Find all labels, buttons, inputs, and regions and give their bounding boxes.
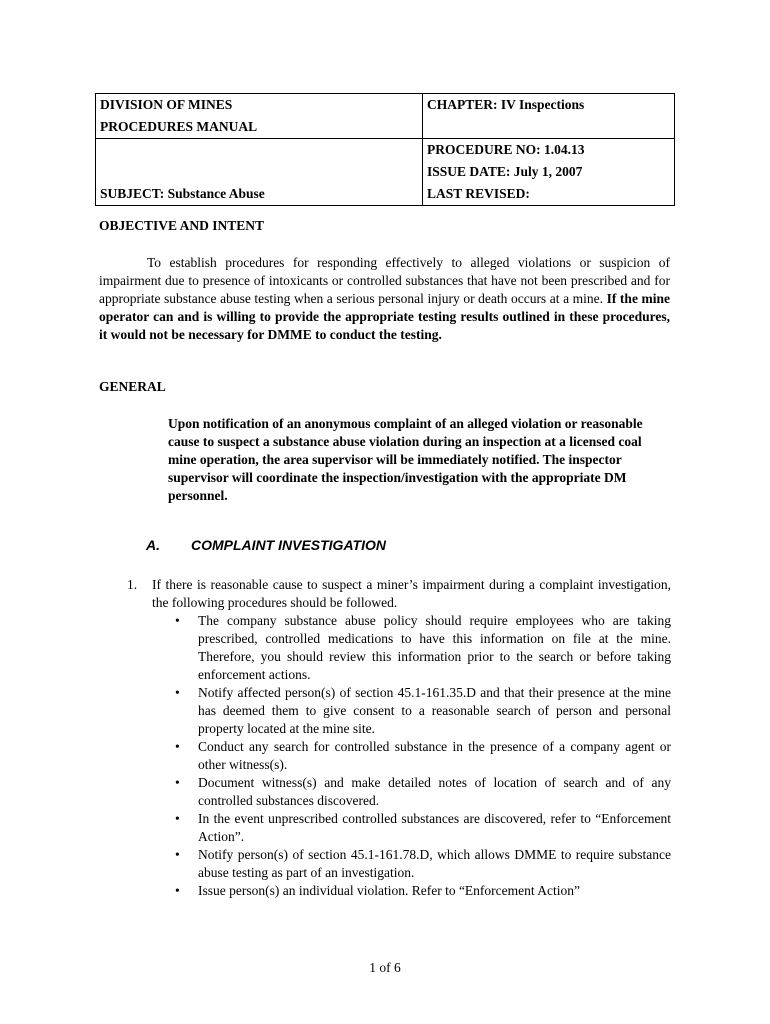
division-cell: DIVISION OF MINES: [96, 94, 423, 117]
procedure-no-cell: PROCEDURE NO: 1.04.13: [423, 139, 675, 162]
bullet-list: [175, 612, 671, 900]
page-number: 1 of 6: [369, 960, 401, 975]
item-1-text: If there is reasonable cause to suspect a miner’s impairment during a complaint investigation, the following procedures should be followed.: [152, 577, 671, 610]
list-item: • In the event unprescribed controlled substances are discovered, refer to “Enforcement Action”.: [175, 811, 671, 844]
bullet-icon: •: [175, 685, 180, 700]
item-1-number: 1.: [127, 577, 138, 592]
bullet-icon: •: [175, 847, 180, 862]
bullet-icon: •: [175, 883, 180, 898]
list-item: • The company substance abuse policy should require employees who are taking prescribed, controlled medications to have this information on file at the mine. Therefore, you should review this information prior to the search or before taking enforcement actions.: [175, 613, 671, 682]
objective-heading: OBJECTIVE AND INTENT: [99, 218, 265, 233]
objective-text: To establish procedures for responding effectively to alleged violations or suspicion of impairment due to presence of intoxicants or controlled substances that have not been prescribed and for appropriate substance abuse testing when a serious personal injury or death occurs at a mine.: [99, 255, 670, 306]
section-a-title: COMPLAINT INVESTIGATION: [191, 537, 386, 553]
subject-cell: SUBJECT: Substance Abuse: [96, 183, 423, 206]
section-a-heading: [146, 537, 386, 553]
bullet-icon: •: [175, 775, 180, 790]
general-heading: GENERAL: [99, 379, 166, 394]
manual-cell: PROCEDURES MANUAL: [96, 116, 423, 139]
section-a-number: A.: [146, 537, 160, 553]
bullet-icon: •: [175, 739, 180, 754]
objective-paragraph: [99, 254, 670, 344]
general-paragraph: Upon notification of an anonymous complaint of an alleged violation or reasonable cause to suspect a substance abuse violation during an inspection at a licensed coal mine operation, the area supervisor will be immediately notified. The inspector supervisor will coordinate the inspection/investigation with the appropriate DM personnel.: [168, 416, 643, 503]
empty-cell: [423, 116, 675, 139]
chapter-cell: CHAPTER: IV Inspections: [423, 94, 675, 117]
header-table: [95, 93, 675, 206]
list-item: • Notify person(s) of section 45.1-161.78.D, which allows DMME to require substance abuse testing as part of an investigation.: [175, 847, 671, 880]
bullet-icon: •: [175, 811, 180, 826]
last-revised-cell: LAST REVISED:: [423, 183, 675, 206]
list-item: • Conduct any search for controlled substance in the presence of a company agent or other witness(s).: [175, 739, 671, 772]
list-item: • Issue person(s) an individual violation. Refer to “Enforcement Action”: [175, 883, 581, 898]
objective-bold-text: If the mine operator can and is willing to provide the appropriate testing results outlined in these procedures, it would not be necessary for DMME to conduct the testing.: [99, 291, 671, 342]
bullet-icon: •: [175, 613, 180, 628]
list-item: • Notify affected person(s) of section 45.1-161.35.D and that their presence at the mine has deemed them to give consent to a reasonable search of person and personal property located at the mine site.: [175, 685, 671, 736]
empty-left-cell-1: [96, 139, 423, 162]
item-1: [127, 576, 671, 612]
list-item: • Document witness(s) and make detailed notes of location of search and of any controlled substances discovered.: [175, 775, 671, 808]
issue-date-cell: ISSUE DATE: July 1, 2007: [423, 161, 675, 183]
empty-left-cell-2: [96, 161, 423, 183]
